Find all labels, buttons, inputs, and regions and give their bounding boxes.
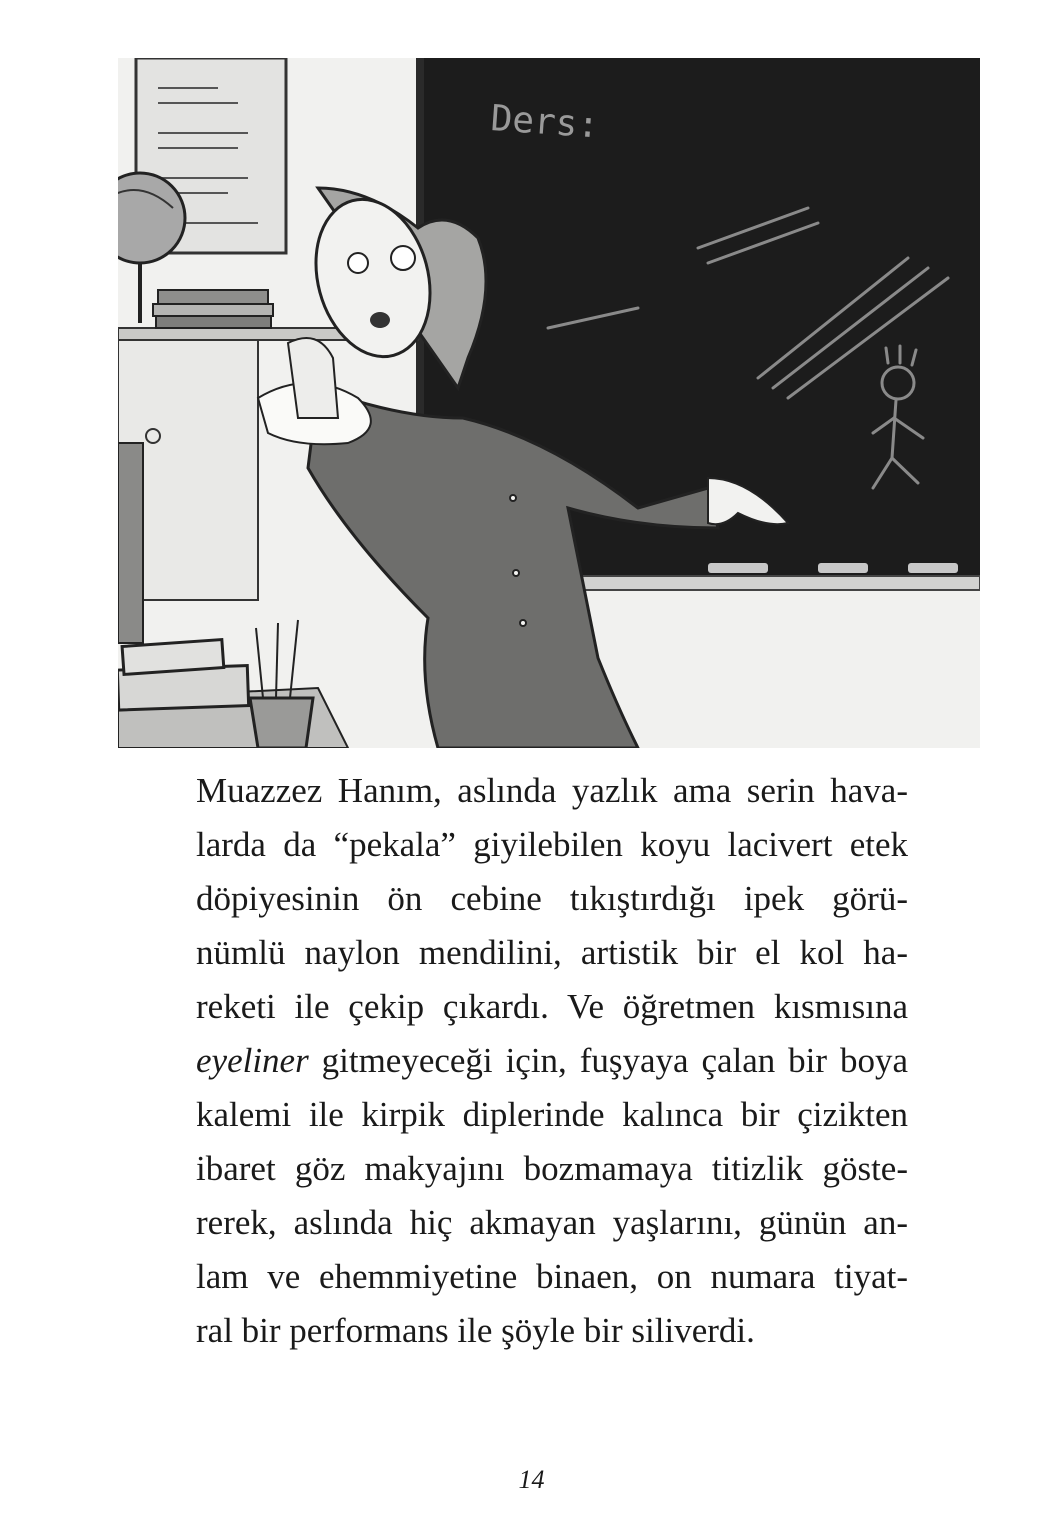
- text-line: döpiyesinin ön cebine tıkıştırdığı ipek görü-: [196, 879, 908, 918]
- text-line: rerek, aslında hiç akmayan yaşlarını, günün an-: [196, 1203, 908, 1242]
- page-number: 14: [518, 1465, 545, 1494]
- text-line: ral bir performans ile şöyle bir siliverdi.: [196, 1311, 755, 1350]
- text-line: larda da “pekala” giyilebilen koyu lacivert etek: [196, 825, 908, 864]
- text-line-rest: gitmeyeceği için, fuşyaya çalan bir boya: [321, 1041, 908, 1080]
- body-paragraph: [196, 764, 908, 1358]
- text-line: ibaret göz makyajını bozmamaya titizlik göste-: [196, 1149, 908, 1188]
- text-line: reketi ile çekip çıkardı. Ve öğretmen kısmısına: [196, 987, 908, 1026]
- text-line: kalemi ile kirpik diplerinde kalınca bir çizikten: [196, 1095, 908, 1134]
- italic-word: eyeliner: [196, 1041, 309, 1080]
- text-line-with-italic: [196, 1034, 908, 1088]
- chalkboard-text: Ders:: [489, 98, 601, 147]
- illustration: [118, 58, 980, 748]
- text-line: nümlü naylon mendilini, artistik bir el kol ha-: [196, 933, 908, 972]
- text-line: Muazzez Hanım, aslında yazlık ama serin hava-: [196, 771, 908, 810]
- text-line: lam ve ehemmiyetine binaen, on numara tiyat-: [196, 1257, 908, 1296]
